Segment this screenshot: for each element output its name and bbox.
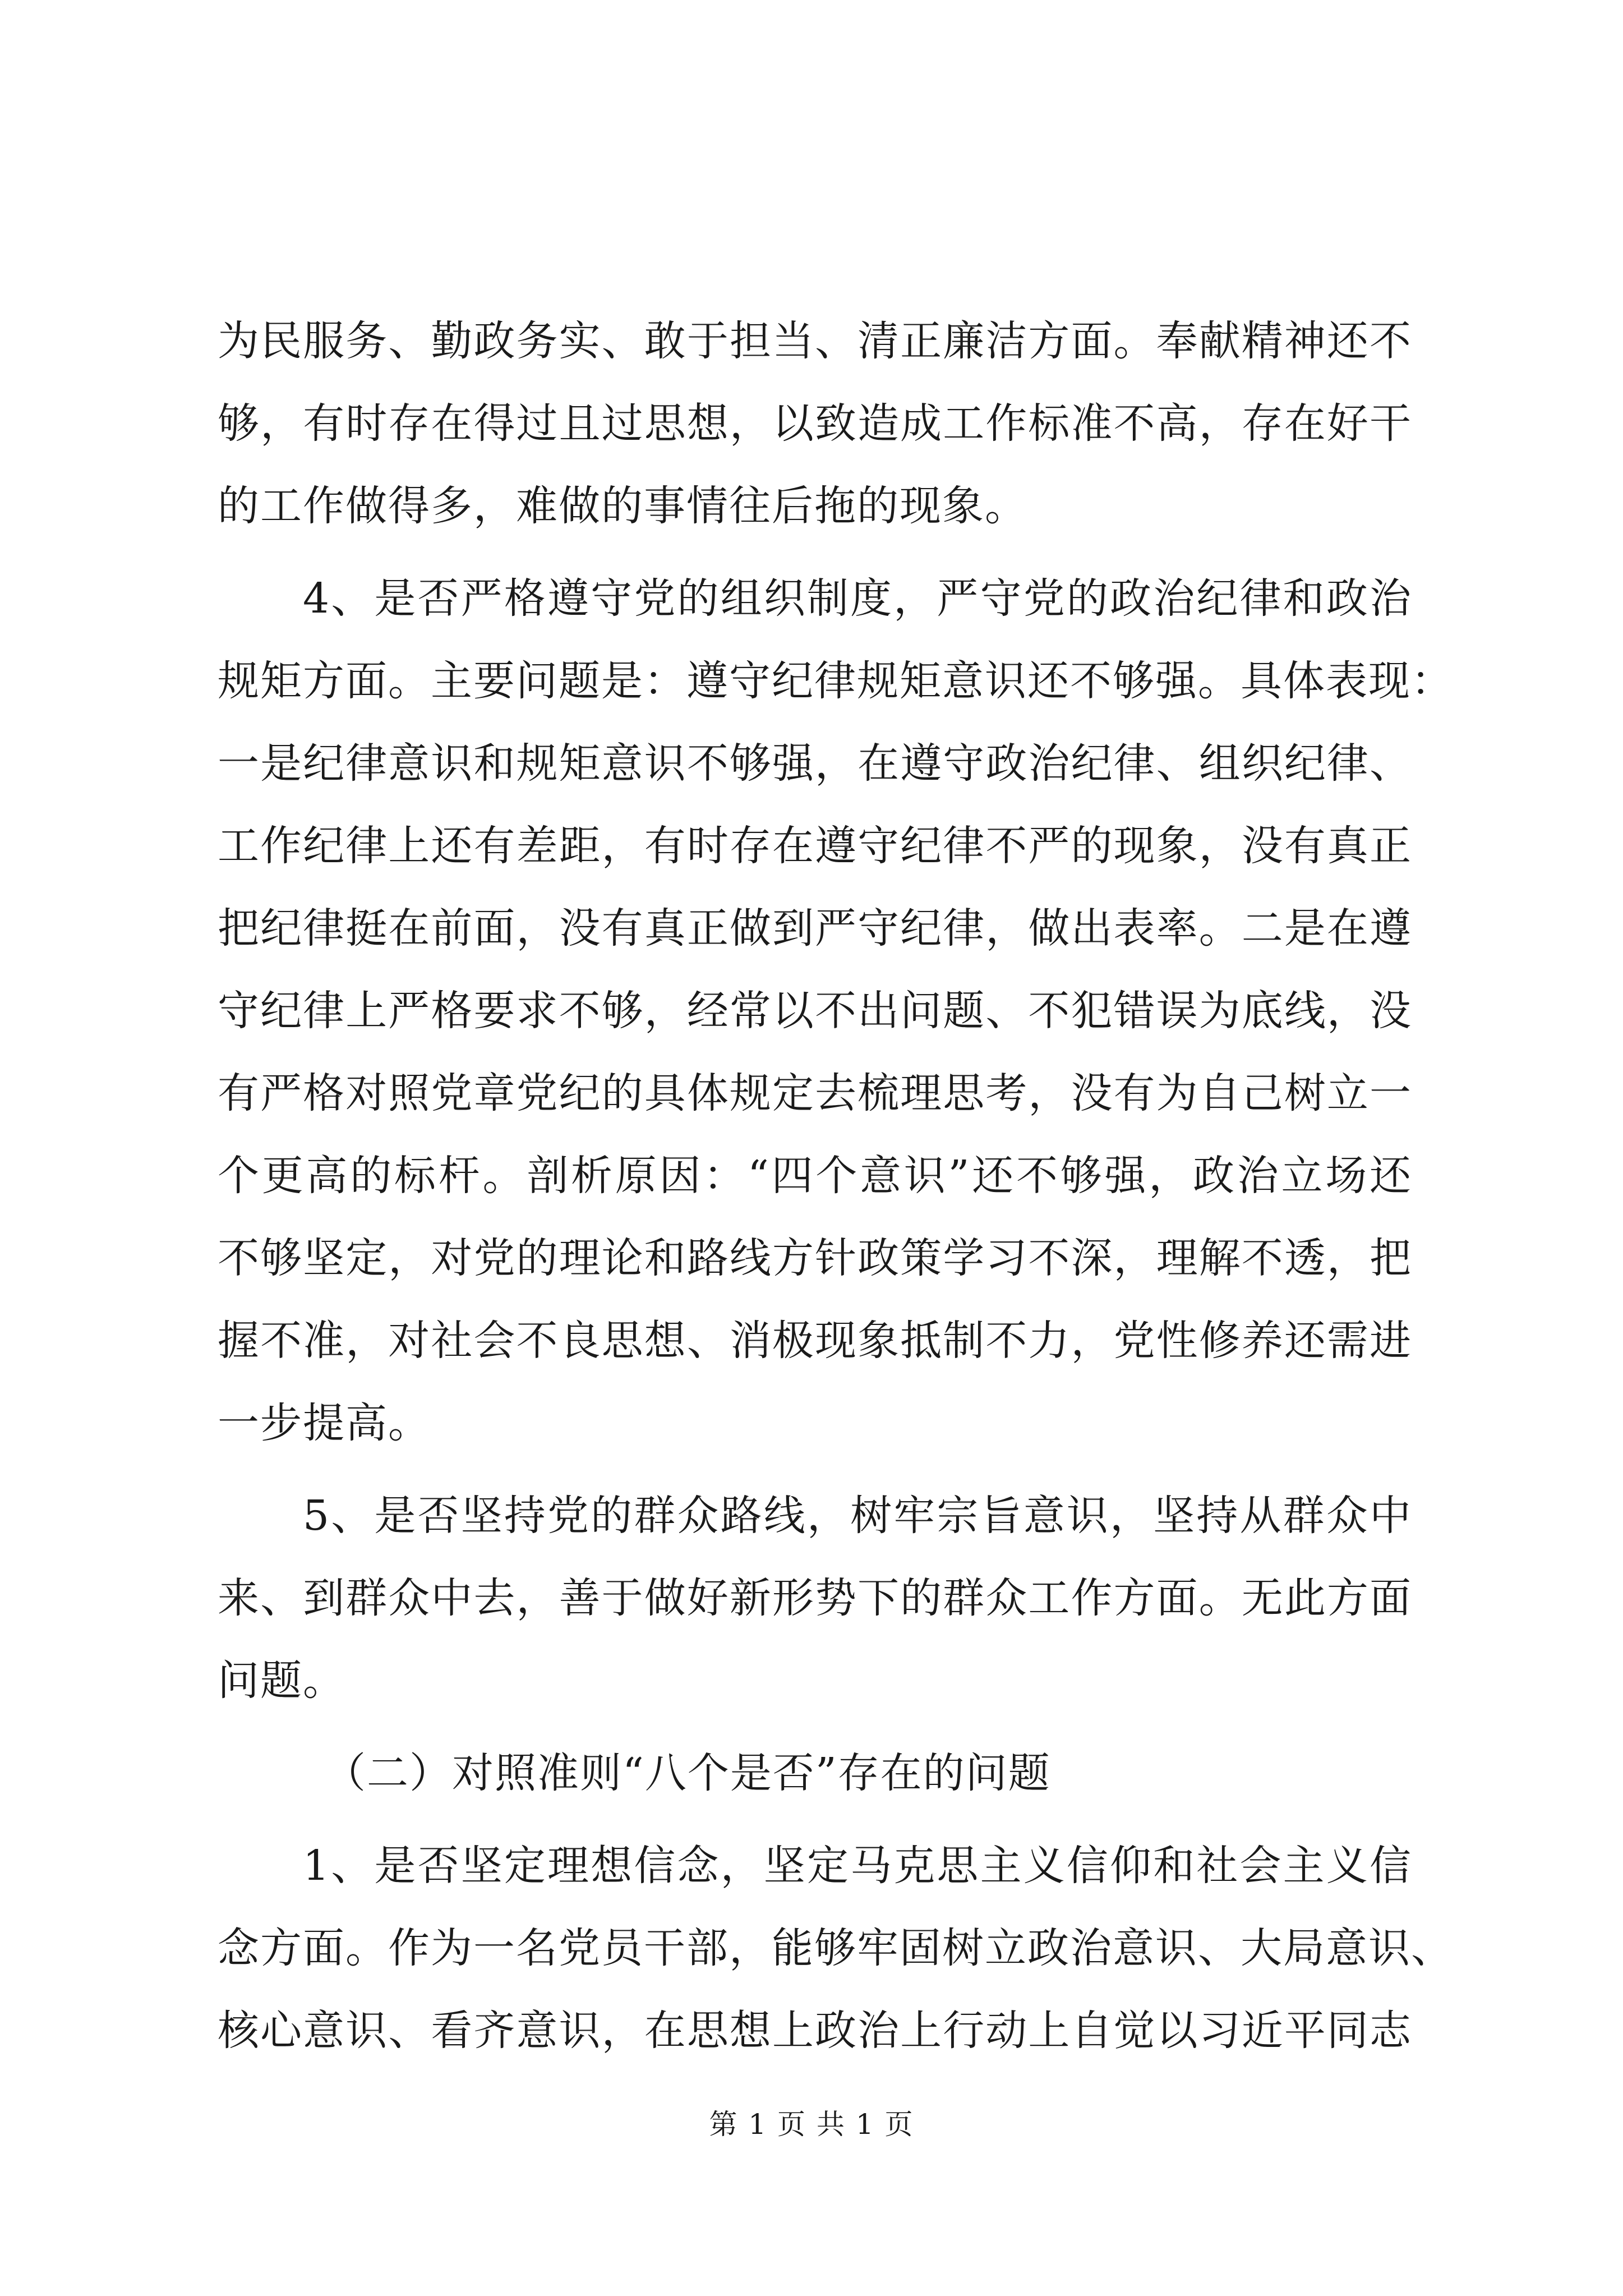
- body-line: 问题。: [218, 1657, 345, 1705]
- body-line: 把纪律挺在前面，没有真正做到严守纪律，做出表率。二是在遵: [218, 904, 1412, 953]
- body-line: 一步提高。: [218, 1399, 431, 1447]
- body-line: 有严格对照党章党纪的具体规定去梳理思考，没有为自己树立一: [218, 1069, 1412, 1117]
- body-line: 守纪律上严格要求不够，经常以不出问题、不犯错误为底线，没: [218, 987, 1412, 1035]
- body-line: 够，有时存在得过且过思想，以致造成工作标准不高，存在好干: [218, 399, 1412, 448]
- body-line: 规矩方面。主要问题是：遵守纪律规矩意识还不够强。具体表现：: [218, 657, 1454, 705]
- paragraph-5-start: 5、是否坚持党的群众路线，树牢宗旨意识，坚持从群众中: [303, 1492, 1412, 1540]
- body-line: 个更高的标杆。剖析原因：“四个意识”还不够强，政治立场还: [218, 1152, 1412, 1200]
- body-line: 一是纪律意识和规矩意识不够强，在遵守政治纪律、组织纪律、: [218, 739, 1412, 788]
- body-line: 念方面。作为一名党员干部，能够牢固树立政治意识、大局意识、: [218, 1924, 1454, 1972]
- body-line: 的工作做得多，难做的事情往后拖的现象。: [218, 482, 1027, 530]
- body-line: 来、到群众中去，善于做好新形势下的群众工作方面。无此方面: [218, 1574, 1412, 1622]
- body-line: 工作纪律上还有差距，有时存在遵守纪律不严的现象，没有真正: [218, 822, 1412, 870]
- document-body: [218, 300, 1454, 2072]
- body-line: 为民服务、勤政务实、敢于担当、清正廉洁方面。奉献精神还不: [218, 317, 1412, 365]
- paragraph-1-start: 1、是否坚定理想信念，坚定马克思主义信仰和社会主义信: [303, 1842, 1412, 1890]
- paragraph-4-start: 4、是否严格遵守党的组织制度，严守党的政治纪律和政治: [303, 574, 1412, 623]
- body-line: 不够坚定，对党的理论和路线方针政策学习不深，理解不透，把: [218, 1234, 1412, 1282]
- body-line: 核心意识、看齐意识，在思想上政治上行动上自觉以习近平同志: [218, 2007, 1412, 2055]
- body-line: 握不准，对社会不良思想、消极现象抵制不力，党性修养还需进: [218, 1317, 1412, 1365]
- page-footer: 第 1 页 共 1 页: [709, 2108, 914, 2141]
- section-heading: （二）对照准则“八个是否”存在的问题: [324, 1749, 1051, 1797]
